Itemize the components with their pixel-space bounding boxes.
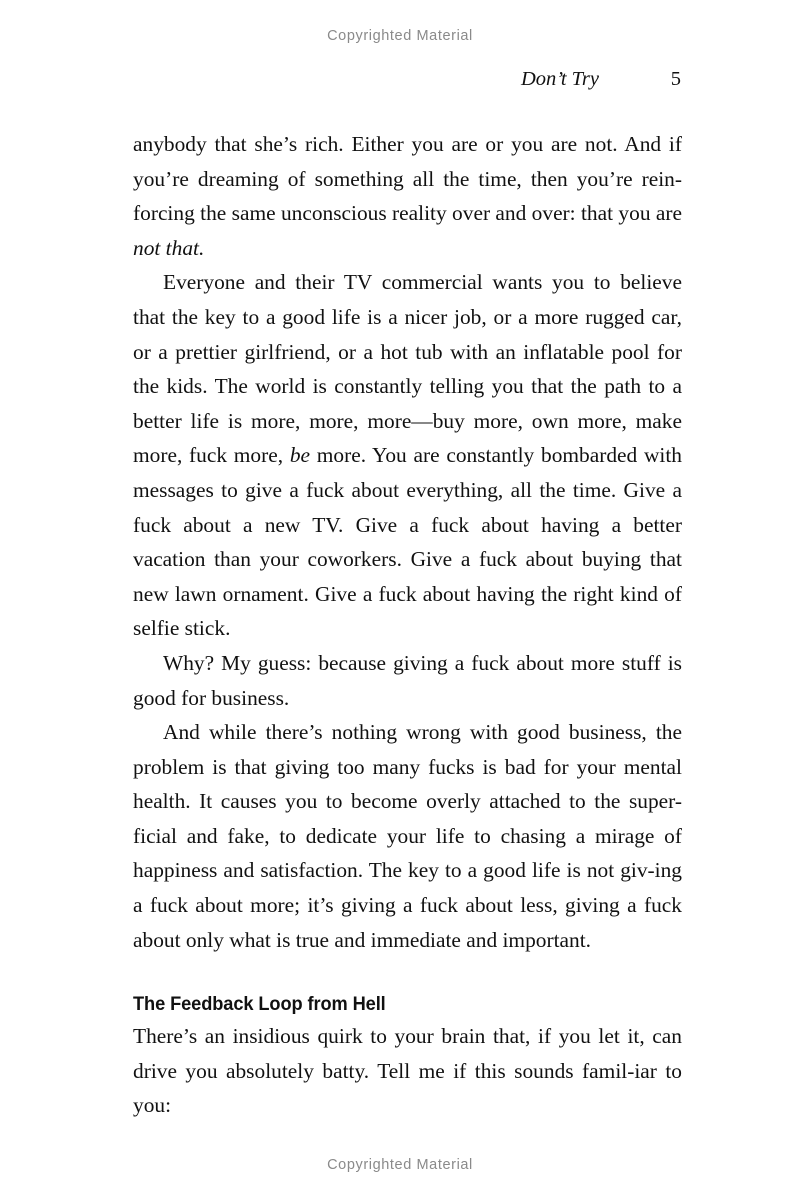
paragraph-text: anybody that she’s rich. Either you are or you are not. And if you’re dreaming of something all the time, then you’re rein-forcing the same unconscious reality over and over: that you are: [133, 132, 682, 226]
section-heading: The Feedback Loop from Hell: [133, 993, 386, 1016]
paragraph-text: Why? My guess: because giving a fuck about more stuff is good for business.: [133, 650, 682, 710]
paragraph: [133, 265, 682, 646]
paragraph: [133, 127, 682, 265]
copyright-watermark-top: Copyrighted Material: [327, 28, 473, 44]
running-head: [133, 68, 681, 94]
paragraph-text: more. You are constantly bombarded with messages to give a fuck about everything, all the time. Give a fuck about a new TV. Give a fuck about having a better vacation than your coworkers. Give a fuck about buying that new lawn ornament. Give a fuck about having the right kind of selfie stick.: [133, 443, 682, 641]
paragraph: [133, 1019, 682, 1123]
page-number: 5: [670, 68, 681, 90]
emphasis-text: be: [289, 443, 311, 468]
after-heading-paragraphs: [133, 1019, 682, 1123]
paragraph-text: And while there’s nothing wrong with good business, the problem is that giving too many fucks is bad for your mental health. It causes you to become overly attached to the super-ficial and fake, to dedicate your life to chasing a mirage of happiness and satisfaction. The key to a good life is not giv-ing a fuck about more; it’s giving a fuck about less, giving a fuck about only what is true and immediate and important.: [133, 720, 682, 952]
emphasis-text: not that.: [133, 235, 205, 260]
running-head-title: Don’t Try: [520, 68, 599, 90]
copyright-watermark-bottom: Copyrighted Material: [327, 1157, 473, 1173]
paragraph-text: There’s an insidious quirk to your brain that, if you let it, can drive you absolutely batty. Tell me if this sounds famil-iar to you:: [133, 1024, 682, 1118]
paragraph: [133, 646, 682, 715]
paragraph-text: Everyone and their TV commercial wants you to believe that the key to a good life is a nicer job, or a more rugged car, or a prettier girlfriend, or a hot tub with an inflatable pool for the kids. The world is constantly telling you that the path to a better life is more, more, more—buy more, own more, make more, fuck more,: [133, 270, 682, 468]
paragraph: [133, 715, 682, 957]
body-paragraphs: [133, 127, 682, 957]
text-column: [133, 127, 682, 1123]
